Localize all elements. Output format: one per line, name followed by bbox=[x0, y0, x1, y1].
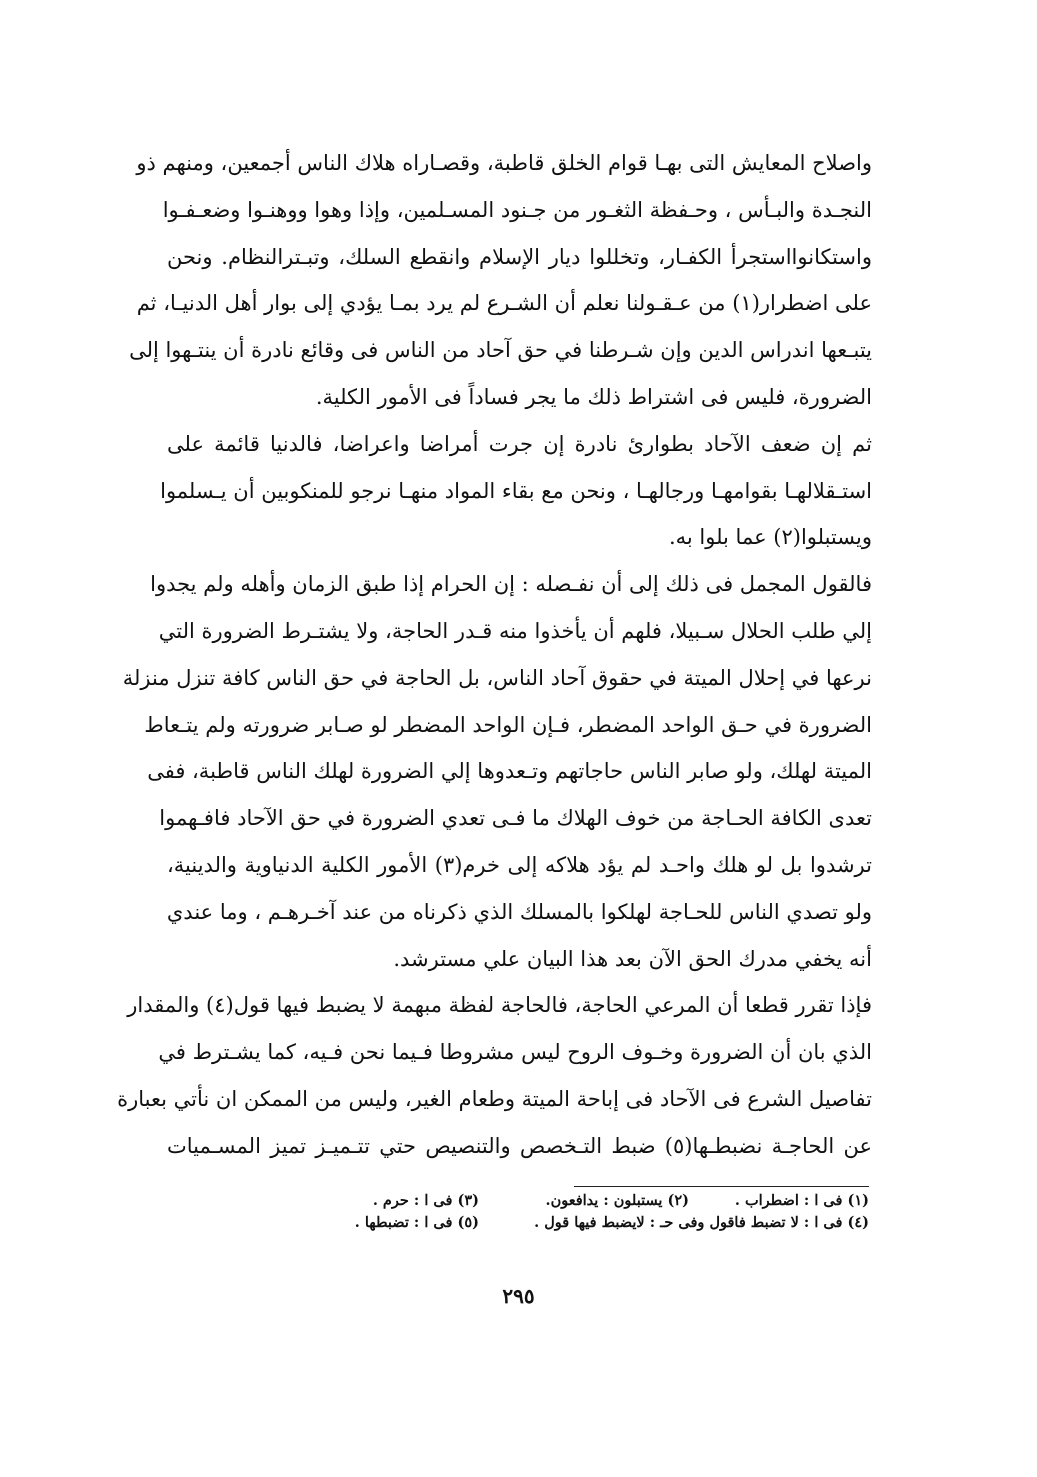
text-line: يتبـعها اندراس الدين وإن شـرطنا في حق آحاد من الناس فى وقائع نادرة أن ينتـهوا إلى bbox=[129, 338, 872, 363]
footnote-2: (٢) يستبلون : يدافعون. bbox=[545, 1192, 689, 1209]
main-text bbox=[117, 140, 873, 1170]
footnote-3: (٣) فى ا : حرم . bbox=[372, 1192, 479, 1209]
text-line: الضرورة في حـق الواحد المضطر، فـإن الواحد المضطر لو صـابر ضرورته ولم يتـعاط bbox=[144, 712, 872, 737]
text-line: نرعها في إحلال الميتة في حقوق آحاد الناس، بل الحاجة في حق الناس كافة تنزل منزلة bbox=[122, 665, 872, 690]
text-line: تعدى الكافة الحـاجة من خوف الهلاك ما فـى تعدي الضرورة في حق الآحاد فافـهموا bbox=[159, 806, 872, 831]
text-line: عن الحاجـة نضبطـها(٥) ضبط التـخصص والتنصيص حتي تتـميـز تميز المسـميات bbox=[167, 1133, 873, 1158]
footnote-4: (٤) فى ا : لا تضبط فاقول وفى حـ : لايضبط فيها قول . bbox=[534, 1214, 869, 1231]
text-line: الذي بان أن الضرورة وخـوف الروح ليس مشروطا فـيما نحن فـيه، كما يشـترط في bbox=[158, 1040, 872, 1065]
text-line: إلي طلب الحلال سـبيلا، فلهم أن يأخذوا منه قـدر الحاجة، ولا يشتـرط الضرورة التي bbox=[158, 618, 872, 643]
text-line: الضرورة، فليس فى اشتراط ذلك ما يجر فساداً فى الأمور الكلية. bbox=[315, 384, 872, 409]
text-line: استـقلالهـا بقوامهـا ورجالهـا ، ونحن مع بقاء المواد منهـا نرجو للمنكوبين أن يـسلموا bbox=[160, 478, 872, 503]
text-line: الميتة لهلك، ولو صابر الناس حاجاتهم وتـعدوها إلي الضرورة لهلك الناس قاطبة، ففى bbox=[147, 759, 872, 784]
footnote-row bbox=[169, 1190, 869, 1212]
footnotes bbox=[169, 1190, 869, 1234]
footnote-divider bbox=[574, 1186, 869, 1187]
text-line: فإذا تقرر قطعا أن المرعي الحاجة، فالحاجة لفظة مبهمة لا يضبط فيها قول(٤) والمقدار bbox=[127, 993, 872, 1018]
text-line: النجـدة والبـأس ، وحـفظة الثغـور من جـنود المسـلمين، وإذا وهوا ووهنـوا وضعـفـوا bbox=[162, 197, 872, 222]
text-line: أنه يخفي مدرك الحق الآن بعد هذا البيان علي مسترشد. bbox=[393, 946, 872, 971]
text-line: ترشدوا بل لو هلك واحـد لم يؤد هلاكه إلى خرم(٣) الأمور الكلية الدنياوية والدينية، bbox=[167, 852, 872, 877]
text-line: على اضطرار(١) من عـقـولنا نعلم أن الشـرع لم يرد بمـا يؤدي إلى بوار أهل الدنيـا، ثم bbox=[136, 291, 872, 316]
text-line: ويستبلوا(٢) عما بلوا به. bbox=[668, 525, 872, 550]
footnote-1: (١) فى ا : اضطراب . bbox=[734, 1192, 869, 1209]
text-line: ثم إن ضعف الآحاد بطوارئ نادرة إن جرت أمراضا واعراضا، فالدنيا قائمة على bbox=[167, 431, 872, 456]
footnote-row bbox=[169, 1212, 869, 1234]
text-line: واصلاح المعايش التى بهـا قوام الخلق قاطبة، وقصـاراه هلاك الناس أجمعين، ومنهم ذو bbox=[136, 151, 872, 175]
text-line: ولو تصدي الناس للحـاجة لهلكوا بالمسلك الذي ذكرناه من عند آخـرهـم ، وما عندي bbox=[166, 899, 872, 924]
text-line: فالقول المجمل فى ذلك إلى أن نفـصله : إن الحرام إذا طبق الزمان وأهله ولم يجدوا bbox=[150, 572, 872, 597]
footnote-5: (٥) فى ا : تضبطها . bbox=[354, 1214, 479, 1231]
page-number: ٢٩٥ bbox=[502, 1284, 535, 1308]
text-line: تفاصيل الشرع فى الآحاد فى إباحة الميتة وطعام الغير، وليس من الممكن ان نأتي بعبارة bbox=[117, 1086, 872, 1111]
text-line: واستكانوااستجرأ الكفـار، وتخللوا ديار الإسلام وانقطع السلك، وتبـترالنظام. ونحن bbox=[167, 244, 872, 269]
